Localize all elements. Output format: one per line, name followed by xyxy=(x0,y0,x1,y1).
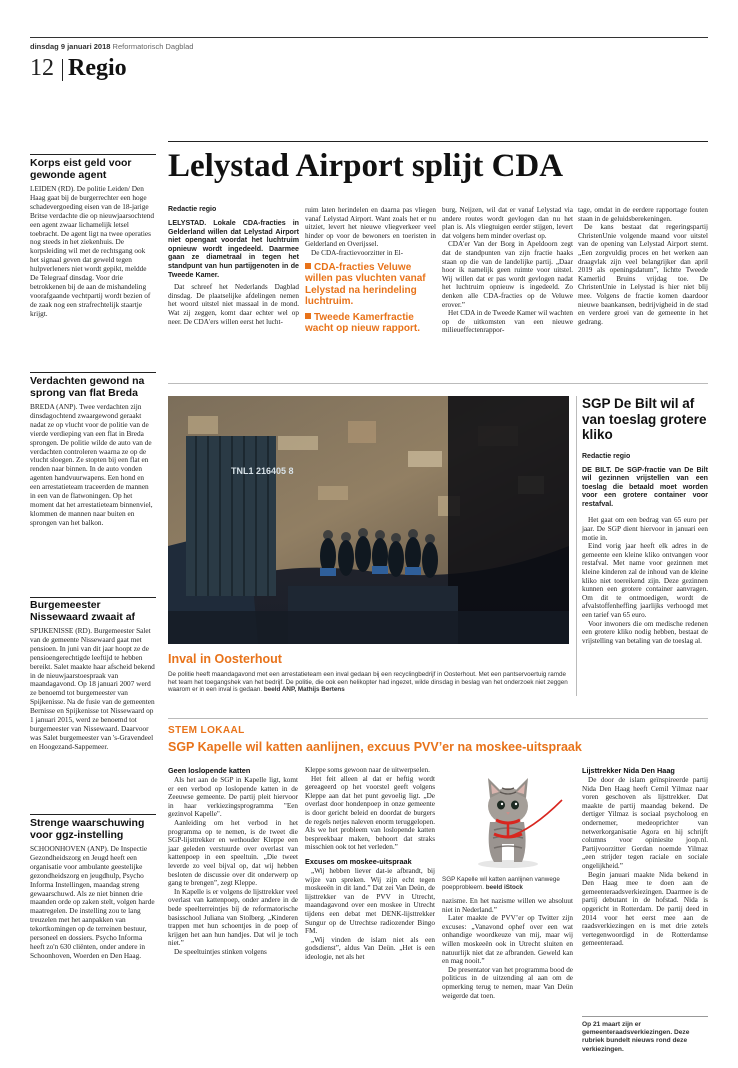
photo-caption-title: Inval in Oosterhout xyxy=(168,652,282,666)
stem-col-2-text: Kleppe soms gewoon naar de uitwerpselen. xyxy=(305,766,430,774)
sidebar-story-4 xyxy=(30,817,156,961)
main-lead: LELYSTAD. Lokale CDA-fracties in Gelderland willen dat Lelystad Airport niet opengaat voordat het luchtruim opnieuw wordt ingedeeld. Daarmee gaan ze diametraal in tegen het standpunt van hun partijgenoten in de Tweede Kamer. xyxy=(168,219,299,279)
sidebar-story-title: Burgemeester Nissewaard zwaait af xyxy=(30,599,136,623)
stem-col-1-text: Als het aan de SGP in Kapelle ligt, komt er een verbod op loslopende katten in de Zeeuwse gemeente. De partij pleit hiervoor in haar verkiezingsprogramma "Een gezinvol Kapelle". xyxy=(168,776,298,819)
photo-caption-text: De politie heeft maandagavond met een arrestatieteam een inval gedaan bij een recyclingbedrijf in Oosterhout. Met een pantservoertuig ramde het team het toegangshek van het bedrijf. De politie, die ook een helikopter had ingezet, wilde dinsdag in beslag van het onderzoek niet zeggen waarom er in een inval is gedaan. xyxy=(168,671,568,694)
stem-col-1 xyxy=(168,763,298,956)
sgp-article xyxy=(582,396,708,645)
sidebar-story-body: LEIDEN (RD). De politie Leiden/ Den Haag gaat bij de burgerrechter een hoge schadevergoeding eisen van de 18-jarige Britse verdachte die op nieuwjaarsochtend een agent zwaar lichamelijk letsel toebracht. De agent ligt na twee operaties nog steeds in het ziekenhuis. De korpsleiding wil met de rechtsgang ook het signaal geven dat geweld tegen hulpverleners niet wordt gepikt, meldde De Telegraaf dinsdag. Voor drie betrokkenen bij de aan de mishandeling voorafgaande vechtpartij wordt bezien of de zaak nog een strafrechtelijk staartje krijgt. xyxy=(30,184,155,318)
container-label: TNL1 216405 8 xyxy=(231,466,294,476)
police-raid-photo xyxy=(168,396,569,644)
page-number: 12 xyxy=(30,55,54,81)
sidebar-story-body: BREDA (ANP). Twee verdachten zijn dinsdagochtend zwaargewond geraakt nadat ze op vlucht voor de politie van de vierde verdieping van een flat in Breda sprongen. De politie wilde de auto van de verdachten controleren waarna ze op de vlucht sloegen. Ze stopten bij een flat en renden naar binnen. In de auto vonden agenten handvuurwapens. Een hond en een arrestatieteam traceerden de mannen in een van de flatwoningen. Op het moment dat het arrestatieteam binnenviel, klommen de mannen naar buiten en sprongen van het balkon. xyxy=(30,402,153,527)
stem-col-3 xyxy=(442,897,573,1000)
stem-col-1-text-b: Aanleiding om het verbod in het programma op te nemen, is de tweet die SGP-lijsttrekker en wethouder Kleppe een jaar geleden verstuurde over overlast van kattenpoep in een speeltuin. „Die tweet leverde zo veel bijval op, dat wij hebben besloten de discussie over dit onderwerp op gang te brengen”, zegt Kleppe. xyxy=(168,818,298,888)
main-col-3-text-b: CDA'er Van der Borg in Apeldoorn zegt dat de standpunten van zijn fractie haaks staan op die van de landelijke partij. „Daar hoor ik namelijk geen ruimte voor uitstel. Wij willen dat er pas wordt gevlogen nadat het luchtruim opnieuw is ingedeeld. Zo denken alle CDA-fracties op de Veluwe erover.” xyxy=(442,240,573,309)
stem-col-3-text-b: Later maakte de PVV’er op Twitter zijn excuses: „Vanavond ophef over een wat onhandige woordkeuze van mij, maar wij willen moskeeën ook in Utrecht sluiten en natuurlijk niet dat ze afbranden. Geweld kan en mag nooit.” xyxy=(442,914,573,966)
main-col-2-text: ruim laten herindelen en daarna pas vliegen vanaf Lelystad Airport. Want zoals het er nu uitziet, levert het nieuwe vliegverkeer veel hinder op voor de bewoners en toeristen in Gelderland en Overijssel. xyxy=(305,206,436,249)
main-col-4-text-b: De kans bestaat dat regeringspartij ChristenUnie volgende maand voor uitstel van de opening van Lelystad Airport stemt. „Een zorgvuldig proces en het werken aan draagvlak zijn veel belangrijker dan april 2019 als openingsdatum”, lichtte Tweede Kamerlid Bruins vrijdag toe. De ChristenUnie in Lelystad is hier niet blij mee. Volgens de fractie komen daardoor nieuwe baankansen, bedrijvigheid in de stad en verdere groei van de gemeente in het gedrang. xyxy=(578,223,708,326)
stem-col-4-text: De door de islam geïnspireerde partij Nida Den Haag heeft Cemil Yilmaz naar voren geschoven als lijsttrekker. Dat maakte de partij maandag bekend. De dertiger Yilmaz is sociaal psycholoog en ondernemer, medeoprichter van netwerkorganisatie Agora en hij schrijft columns voor opiniesite joop.nl. Partijvoorzitter Gerdan noemde Yilmaz „een strijder tegen raciale en sociale ongelijkheid.” xyxy=(582,776,708,870)
stem-col-1-text-c: In Kapelle is er volgens de lijsttrekker veel overlast van kattenpoep, onder andere in de bede speelterreintjes bij de reformatorische basisschool Juliana van Stolberg. „Kinderen trappen met hun schoentjes in de poep of krijgen het aan hun handjes. Dat wil je toch niet.” xyxy=(168,887,298,948)
stem-col-2-text-c: „Wij hebben liever dat-ie afbrandt, bij wijze van spreken. Wij zijn echt tegen moskeeën in dit land.” Dat zei Van Deün, de lijsttrekker van de PVV in Utrecht, maandagavond over een moskee in Utrecht tijdens een debat met DENK-lijsttrekker Sungur op de Utrechtse radiozender Bingo FM. xyxy=(305,866,435,936)
sgp-divider xyxy=(576,396,577,696)
stem-subhead-nida: Lijsttrekker Nida Den Haag xyxy=(582,766,675,775)
sidebar-rule-1 xyxy=(30,154,156,155)
sidebar-story-body: SPIJKENISSE (RD). Burgemeester Salet van de gemeente Nissewaard gaat met pensioen. In juni van dit jaar hoopt ze de pensioengerechtigde leeftijd te hebben bereikt. Salet maakte haar afscheid bekend in de nieuwjaarstoespraak van maandagavond. Op 18 januari 2007 werd ze benoemd tot burgemeester van Spijkenisse. Na de fusie van de gemeenten Bernisse en Spijkenisse tot Nissewaard op 1 januari 2015, werd ze benoemd tot burgemeester van Nissewaard. Daarvoor was Salet burgemeester van 's-Gravendeel en Hoogezand-Sappemeer. xyxy=(30,626,155,751)
pull-quote-2: Tweede Kamerfractie wacht op nieuw rapport. xyxy=(305,311,421,335)
photo-caption xyxy=(168,671,569,694)
sidebar-rule-2 xyxy=(30,372,156,373)
main-col-3 xyxy=(442,206,573,335)
main-col-1-text: Dat schreef het Nederlands Dagblad dinsdag. De plaatselijke afdelingen nemen het woord uitstel niet massaal in de mond. Wat zij zeggen, komt daar echter wel op neer. De CDA'ers willen eerst het lucht- xyxy=(168,283,299,326)
main-col-1 xyxy=(168,206,299,326)
stem-subhead-moskee: Excuses om moskee-uitspraak xyxy=(305,856,412,866)
section-title: Regio xyxy=(68,55,127,81)
stem-lokaal-footnote: Op 21 maart zijn er gemeenteraadsverkiezingen. Deze rubriek bundelt nieuws rond deze verkiezingen. xyxy=(582,1021,690,1053)
top-rule xyxy=(30,37,708,38)
main-col-2-text-b: De CDA-fractievoorzitter in El- xyxy=(311,248,404,257)
issue-date: dinsdag 9 januari 2018 xyxy=(30,42,111,51)
stem-col-1-text-d: De speeltuintjes stinken volgens xyxy=(174,947,267,956)
cat-caption-text: SGP Kapelle wil katten aanlijnen vanwege poepprobleem. xyxy=(442,876,560,891)
sgp-byline: Redactie regio xyxy=(582,452,631,460)
sidebar-story-2 xyxy=(30,375,156,528)
sgp-body-2: Eind vorig jaar heeft elk adres in de gemeente een kleine kliko ontvangen voor restafval. Met name voor gezinnen met kleine kinderen zal de inhoud van de kleine kliko niet toereikend zijn. Deze gezinnen kunnen een grotere container aanvragen. Om dit te ontmoedigen, wordt de afvalstoffenheffing jaarlijks verhoogd met een tarief van 65 euro. xyxy=(582,542,708,619)
cat-caption xyxy=(442,876,573,891)
main-headline: Lelystad Airport splijt CDA xyxy=(168,148,564,184)
sidebar-story-title: Korps eist geld voor gewonde agent xyxy=(30,157,132,181)
kitten-illustration xyxy=(442,760,573,872)
cat-photo xyxy=(442,760,573,872)
sidebar-story-title: Verdachten gewond na sprong van flat Breda xyxy=(30,375,145,399)
dateline xyxy=(30,42,193,51)
sgp-headline: SGP De Bilt wil af van toeslag grotere kliko xyxy=(582,396,707,442)
main-bottom-rule xyxy=(168,383,708,384)
sidebar-rule-4 xyxy=(30,814,156,815)
header-divider xyxy=(62,59,63,81)
news-photo xyxy=(168,396,569,644)
newspaper-name: Reformatorisch Dagblad xyxy=(112,42,194,51)
stem-col-2-text-d: „Wij vinden de islam niet als een godsdienst”, aldus Van Deün. „Het is een ideologie, net als het xyxy=(305,935,435,961)
main-top-rule xyxy=(168,141,708,142)
stem-col-4-text-b: Begin januari maakte Nida bekend in Den Haag mee te doen aan de gemeenteraadsverkiezingen. Daarmee is de partij debutant in de hofstad. Nida is opgericht in Rotterdam. De partij deed in 2014 voor het eerst mee aan de raadsverkiezingen en is met drie zetels vertegenwoordigd in de Rotterdamse gemeenteraad. xyxy=(582,870,708,948)
stem-lokaal-label: STEM LOKAAL xyxy=(168,725,245,736)
main-col-4 xyxy=(578,206,708,326)
stem-lokaal-headline: SGP Kapelle wil katten aanlijnen, excuus PVV’er na moskee-uitspraak xyxy=(168,740,582,754)
main-col-3-text: burg, Neijzen, wil dat er vanaf Lelystad via andere routes wordt gevlogen dan nu het plan is. Als vliegtuigen eerder stijgen, levert dat volgens hem minder overlast op. xyxy=(442,206,573,240)
sidebar-story-3 xyxy=(30,599,156,752)
sgp-lead: DE BILT. De SGP-fractie van De Bilt wil gezinnen vrijstellen van een toeslag die betaald moet worden voor een grotere container voor restafval. xyxy=(582,465,708,508)
stem-lokaal-rule xyxy=(168,718,708,719)
sgp-body-3: Voor inwoners die om medische redenen een grotere kliko nodig hebben, bestaat de vrijstelling van betaling van de toeslag al. xyxy=(582,619,708,645)
main-col-4-text: tage, omdat in de eerdere rapportage fouten staan in de geluidsberekeningen. xyxy=(578,206,708,223)
main-col-3-text-c: Het CDA in de Tweede Kamer wil wachten op de uitkomsten van een nieuwe milieueffectenrappor- xyxy=(442,309,573,335)
stem-col-2 xyxy=(305,763,435,961)
sidebar-story-title: Strenge waarschuwing voor ggz-instelling xyxy=(30,817,145,841)
sgp-body-1: Het gaat om een bedrag van 65 euro per jaar. De SGP dient hiervoor in januari een motie in. xyxy=(582,516,708,542)
pull-quote-1: CDA-fracties Veluwe willen pas vluchten vanaf Lelystad na herindeling luchtruim. xyxy=(305,261,426,308)
sidebar-story-body: SCHOONHOVEN (ANP). De Inspectie Gezondheidszorg en Jeugd heeft een organisatie voor ambulante geestelijke gezondheidszorg en jeugdhulp, Psycho Informa Instellingen, maandag streng gewaarschuwd. Als ze niet binnen drie maanden orde op zaken stelt, volgen harde maatregelen. De instelling zou te lang treuzelen met het aanpakken van tekortkomingen op de terreinen bestuur, personeel en dossiers. Psycho Informa heeft zo'n 630 cliënten, onder andere in Schoonhoven, Woerden en Den Haag. xyxy=(30,844,155,960)
sidebar-story-1 xyxy=(30,157,156,319)
photo-credit: beeld ANP, Mathijs Bertens xyxy=(263,686,345,694)
stem-col-3-text: nazisme. En het nazisme willen we absoluut niet in Nederland.” xyxy=(442,897,573,914)
main-col-2 xyxy=(305,206,436,335)
sidebar-rule-3 xyxy=(30,597,156,598)
stem-subhead-katten: Geen loslopende katten xyxy=(168,766,251,775)
footnote-rule xyxy=(582,1016,708,1017)
stem-col-4 xyxy=(582,763,708,948)
stem-col-3-text-c: De presentator van het programma bood de politicus in de uitzending al aan om de opmerking terug te nemen, maar Van Deün weigerde dat toen. xyxy=(442,965,573,1000)
main-byline: Redactie regio xyxy=(168,206,217,213)
stem-col-2-text-b: Het feit alleen al dat er heftig wordt gereageerd op het voorstel geeft volgens Kleppe aan dat het punt gevoelig ligt. „De overlast door hondenpoep in onze gemeente is door gericht beleid en doordat de burgers de regels netjes naleven enorm teruggelopen. Als we het probleem van loslopende katten bespreekbaar maken, behoort dat straks misschien ook tot het verleden.” xyxy=(305,774,435,852)
cat-credit: beeld iStock xyxy=(485,883,523,891)
